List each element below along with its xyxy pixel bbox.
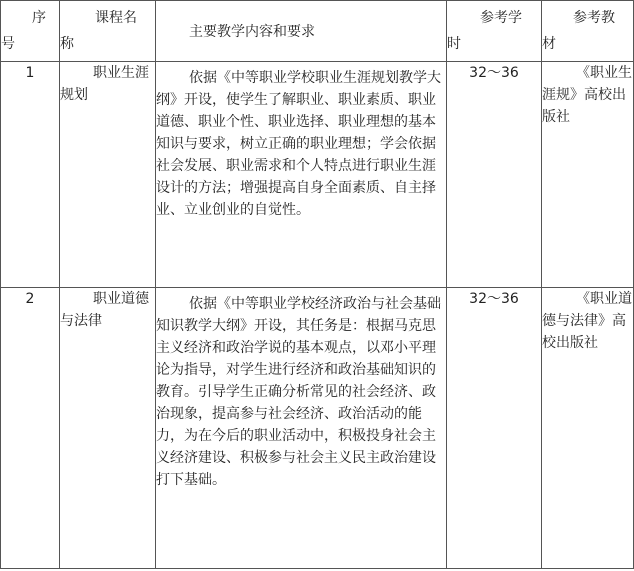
header-book-line2: 材 [542, 36, 556, 52]
row-textbook [542, 62, 634, 288]
row-course-name-text: 职业生涯规划 [60, 65, 149, 103]
table-row [1, 62, 634, 288]
header-row [1, 1, 634, 62]
table-row [1, 288, 634, 569]
row-content [156, 62, 447, 288]
row-content-text: 依据《中等职业学校经济政治与社会基础知识教学大纲》开设，其任务是：根据马克思主义经济和政治学说的基本观点，以邓小平理论为指导，对学生进行经济和政治基础知识的教育。引导学生正确分析常见的社会经济、政治现象，提高参与社会经济、政治活动的能力，为在今后的职业活动中，积极投身社会主义经济建设、积极参与社会主义民主政治建设打下基础。 [156, 296, 441, 488]
header-seq [1, 1, 60, 62]
header-seq-line2: 号 [1, 36, 15, 52]
row-seq: 2 [1, 288, 60, 569]
row-course-name [60, 288, 156, 569]
header-name-line1: 课程名 [95, 10, 137, 26]
row-course-name-text: 职业道德与法律 [60, 291, 149, 329]
header-textbook [542, 1, 634, 62]
row-content-text: 依据《中等职业学校职业生涯规划教学大纲》开设，使学生了解职业、职业素质、职业道德、职业个性、职业选择、职业理想的基本知识与要求，树立正确的职业理想；学会依据社会发展、职业需求和个人特点进行职业生涯设计的方法；增强提高自身全面素质、自主择业、立业创业的自觉性。 [156, 70, 441, 218]
row-seq: 1 [1, 62, 60, 288]
row-textbook [542, 288, 634, 569]
header-hours [447, 1, 542, 62]
header-course-name [60, 1, 156, 62]
header-book-line1: 参考教 [573, 10, 615, 26]
row-hours: 32～36 [447, 62, 542, 288]
row-content [156, 288, 447, 569]
row-hours: 32～36 [447, 288, 542, 569]
header-name-line2: 称 [60, 36, 74, 52]
row-course-name [60, 62, 156, 288]
header-hours-line1: 参考学 [480, 10, 522, 26]
row-textbook-text: 《职业道德与法律》高校出版社 [542, 291, 632, 351]
row-textbook-text: 《职业生涯规》高校出版社 [542, 65, 632, 125]
header-content [156, 1, 447, 62]
header-seq-line1: 序 [32, 10, 46, 26]
header-hours-line2: 时 [447, 36, 461, 52]
header-content-label: 主要教学内容和要求 [189, 24, 315, 40]
